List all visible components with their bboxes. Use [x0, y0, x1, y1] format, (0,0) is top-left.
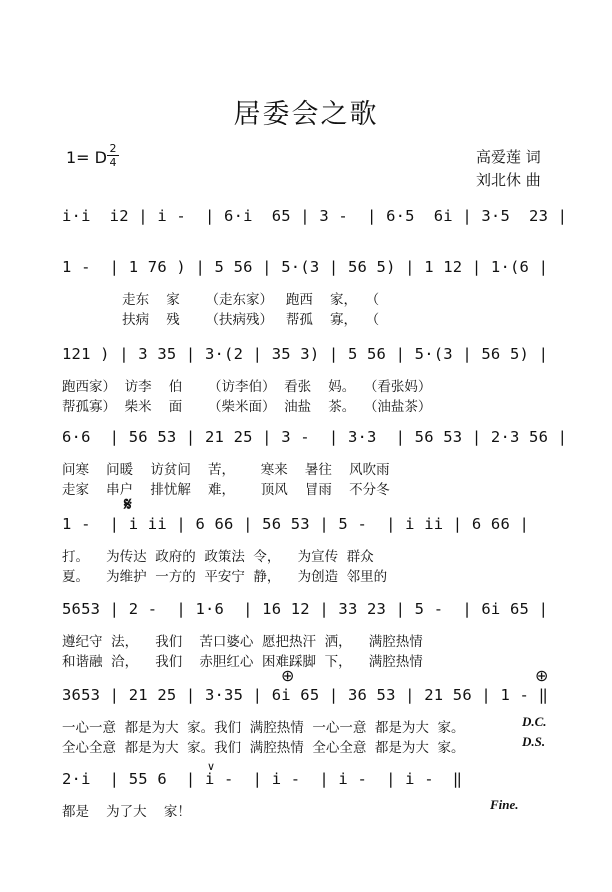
- time-signature: [107, 143, 119, 168]
- composer: 刘北休 曲: [476, 171, 541, 189]
- notes-line: 3653 | 21 25 | 3·35 | 6i 65 | 36 53 | 21 56 | 1 - ‖: [62, 686, 549, 704]
- lyrics-verse-2: 帮孤寡） 柴米 面 （柴米面） 油盐 茶。 （油盐茶）: [62, 399, 432, 415]
- lyrics-verse-2: 走家 串户 排忧解 难， 顶风 冒雨 不分冬: [62, 482, 390, 498]
- notes-line: 121 ) | 3 35 | 3·(2 | 35 3) | 5 56 | 5·(3 | 56 5) |: [62, 345, 549, 363]
- lyrics-verse-1: 走东 家 （走东家） 跑西 家， （: [62, 292, 380, 308]
- lyrics-verse-2: 全心全意 都是为大 家。我们 满腔热情 全心全意 都是为大 家。: [62, 740, 465, 756]
- notes-line: 6·6 | 56 53 | 21 25 | 3 - | 3·3 | 56 53 | 2·3 56 |: [62, 428, 568, 446]
- music-system-5: [0, 515, 612, 605]
- ds-mark: D.S.: [522, 734, 546, 749]
- music-system-3: [0, 345, 612, 435]
- notes-line: 1 - | 1 76 ) | 5 56 | 5·(3 | 56 5) | 1 12 | 1·(6 |: [62, 258, 549, 276]
- time-top: 2: [109, 142, 117, 155]
- notes-line: 1 - | i ii | 6 66 | 56 53 | 5 - | i ii | 6 66 |: [62, 515, 530, 533]
- lyricist: 高爱莲 词: [476, 148, 541, 166]
- page-title: 居委会之歌: [233, 99, 379, 130]
- key-signature: 1= D: [66, 148, 107, 167]
- coda-sign-end: ⊕: [535, 666, 549, 685]
- lyrics-verse-2: 和谐融 洽， 我们 赤胆红心 困难踩脚 下， 满腔热情: [62, 654, 423, 670]
- music-system-8: [0, 770, 612, 860]
- music-system-6: [0, 600, 612, 690]
- notes-line: 5653 | 2 - | 1·6 | 16 12 | 33 23 | 5 - | 6i 65 |: [62, 600, 549, 618]
- coda-sign: ⊕: [281, 666, 295, 685]
- lyrics-verse-1: 一心一意 都是为大 家。我们 满腔热情 一心一意 都是为大 家。: [62, 720, 465, 736]
- notes-line: 2·i | 55 6 | i - | i - | i - | i - ‖: [62, 770, 463, 788]
- lyrics-verse-1: 都是 为了大 家！: [62, 804, 191, 820]
- time-bottom: 4: [109, 156, 117, 169]
- lyrics-verse-1: 问寒 问暖 访贫问 苦， 寒来 暑往 风吹雨: [62, 462, 390, 478]
- lyrics-verse-1: 遵纪守 法， 我们 苦口婆心 愿把热汗 洒， 满腔热情: [62, 634, 423, 650]
- fine-mark: Fine.: [490, 797, 519, 812]
- lyrics-verse-1: 跑西家） 访李 伯 （访李伯） 看张 妈。 （看张妈）: [62, 379, 432, 395]
- dc-mark: D.C.: [522, 714, 547, 729]
- breath-mark: ∨: [207, 760, 216, 773]
- lyrics-verse-2: 扶病 残 （扶病残） 帮孤 寡， （: [62, 312, 380, 328]
- lyrics-verse-1: 打。 为传达 政府的 政策法 令， 为宣传 群众: [62, 549, 374, 565]
- lyrics-verse-2: 夏。 为维护 一方的 平安宁 静， 为创造 邻里的: [62, 569, 388, 585]
- music-system-7: [0, 686, 612, 776]
- notes-line: i·i i2 | i - | 6·i 65 | 3 - | 6·5 6i | 3·5 23 |: [62, 207, 568, 225]
- music-system-2: [0, 258, 612, 348]
- segno-sign: 𝄋: [124, 494, 132, 515]
- music-system-4: [0, 428, 612, 518]
